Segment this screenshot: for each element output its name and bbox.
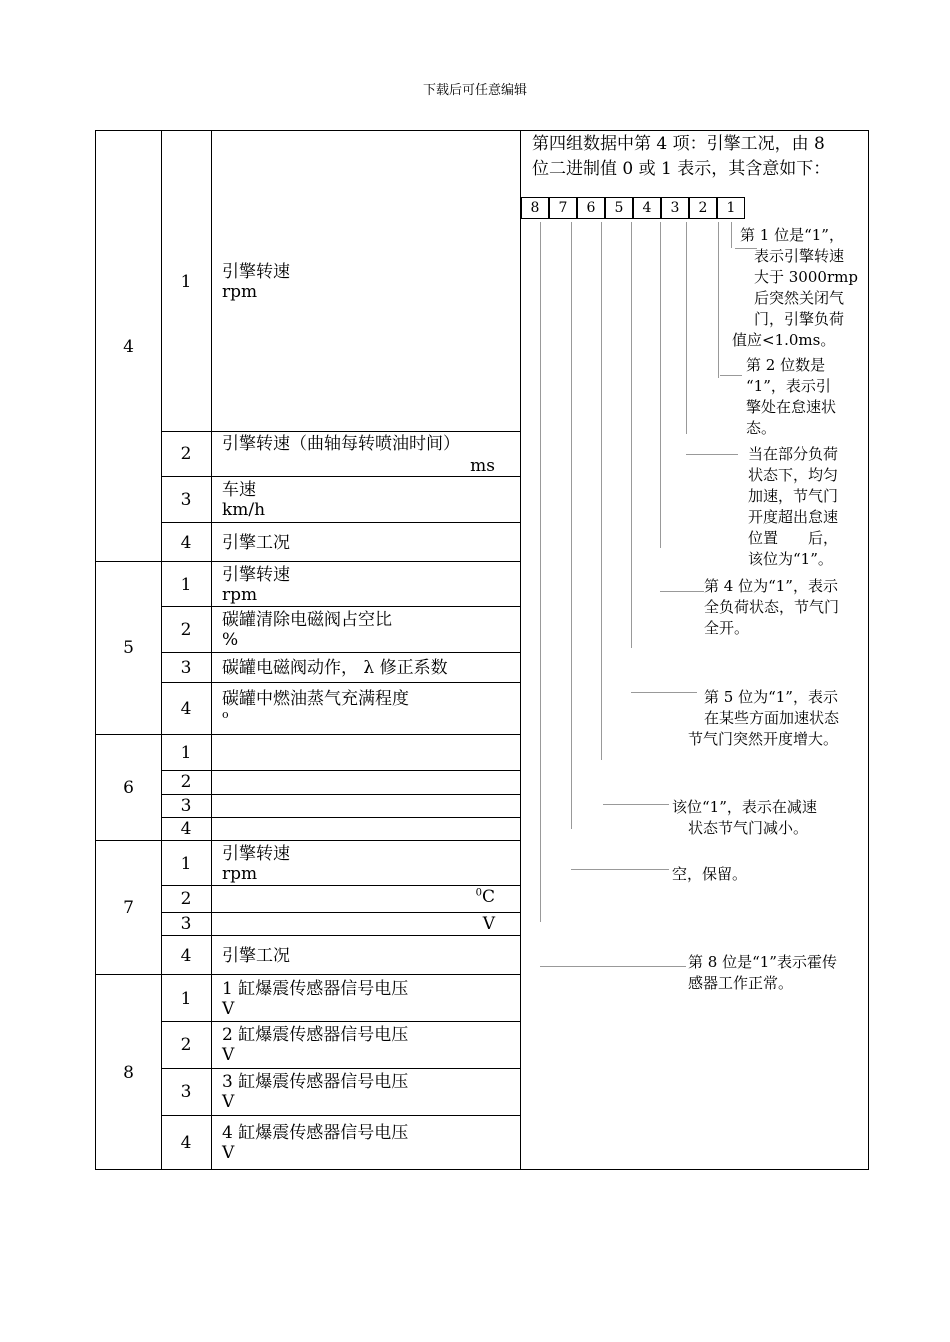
- note-line: 第 5 位为“1”，表示: [704, 688, 838, 706]
- note-line: 状态下，均匀: [748, 466, 839, 484]
- bit-cell: 8: [521, 197, 549, 219]
- item-number: 2: [180, 620, 192, 640]
- note-line: 空，保留。: [672, 865, 748, 883]
- bit6-note: [672, 797, 817, 839]
- item-description: [222, 1123, 408, 1163]
- bit-cell: 4: [633, 197, 661, 219]
- note-line: 当在部分负荷: [748, 445, 839, 463]
- item-number: 1: [180, 575, 192, 595]
- note-line: 门，引擎负荷: [754, 310, 845, 328]
- note-line: 值应<1.0ms。: [732, 331, 836, 349]
- item-number: 1: [180, 989, 192, 1009]
- note-line: 第 1 位是“1”，: [740, 226, 844, 244]
- item-description: [222, 480, 265, 520]
- item-name: 引擎工况: [222, 946, 290, 966]
- item-name: 引擎转速: [222, 565, 290, 585]
- note-line: 该位“1”，表示在减速: [672, 798, 817, 816]
- item-description: [222, 689, 409, 721]
- item-number: 3: [180, 490, 192, 510]
- item-number: 4: [180, 946, 192, 966]
- note-line: 后突然关闭气: [754, 289, 845, 307]
- item-name: 1 缸爆震传感器信号电压: [222, 979, 409, 999]
- note-line: 加速，节气门: [748, 487, 839, 505]
- item-name: 引擎转速: [222, 844, 290, 864]
- item-number: 3: [180, 914, 192, 934]
- item-number: 3: [180, 658, 192, 678]
- item-description: [222, 262, 290, 302]
- item-description: [222, 1025, 408, 1065]
- note-line: 在某些方面加速状态: [704, 709, 840, 727]
- item-unit: o: [222, 708, 229, 721]
- note-line: 擎处在怠速状: [746, 398, 837, 416]
- item-number: 1: [180, 854, 192, 874]
- note-line: 全开。: [704, 619, 750, 637]
- bit1-note: [732, 225, 858, 351]
- group-number: 6: [123, 778, 134, 798]
- item-unit: V: [482, 914, 495, 934]
- item-unit: $^0$C: [475, 887, 495, 907]
- note-line: 全负荷状态，节气门: [704, 598, 840, 616]
- item-name: 碳罐电磁阀动作， λ 修正系数: [222, 658, 448, 678]
- item-number: 3: [180, 1082, 192, 1102]
- bit7-note: [672, 864, 747, 885]
- item-unit: %: [222, 630, 239, 650]
- item-name: 3 缸爆震传感器信号电压: [222, 1072, 409, 1092]
- item-unit: ms: [470, 456, 495, 476]
- item-name: 引擎工况: [222, 533, 290, 553]
- item-unit: V: [222, 999, 235, 1019]
- group-number: 4: [123, 337, 134, 357]
- item-number: 2: [180, 1035, 192, 1055]
- item-name: 引擎转速: [222, 262, 290, 282]
- item-number: 2: [180, 889, 192, 909]
- bit2-note: [746, 355, 836, 439]
- bit5-note: [688, 687, 839, 750]
- item-name: 2 缸爆震传感器信号电压: [222, 1025, 409, 1045]
- item-description: [222, 844, 290, 884]
- bit-cell: 2: [689, 197, 717, 219]
- engine-condition-description: [532, 132, 862, 182]
- item-number: 4: [180, 1133, 192, 1153]
- item-unit: V: [222, 1045, 235, 1065]
- item-number: 3: [180, 796, 192, 816]
- note-line: 开度超出怠速: [748, 508, 839, 526]
- note-line: 第 4 位为“1”，表示: [704, 577, 838, 595]
- group-number: 7: [123, 898, 134, 918]
- note-line: 表示引擎转速: [754, 247, 845, 265]
- item-name: 4 缸爆震传感器信号电压: [222, 1123, 409, 1143]
- item-unit: rpm: [222, 282, 258, 302]
- group-number: 8: [123, 1063, 134, 1083]
- item-description: [222, 565, 290, 605]
- group-number: 5: [123, 638, 134, 658]
- item-unit: V: [222, 1092, 235, 1112]
- note-line: 该位为“1”。: [748, 550, 833, 568]
- item-number: 4: [180, 819, 192, 839]
- bit-cell: 1: [717, 197, 745, 219]
- item-number: 4: [180, 533, 192, 553]
- item-unit: V: [222, 1143, 235, 1163]
- bit4-note: [704, 576, 839, 639]
- bit-cell: 6: [577, 197, 605, 219]
- note-line: 感器工作正常。: [688, 974, 794, 992]
- bit8-note: [688, 952, 837, 994]
- item-number: 1: [180, 272, 192, 292]
- note-line: 节气门突然开度增大。: [688, 730, 839, 748]
- note-line: 第 2 位数是: [746, 356, 826, 374]
- note-line: “1”，表示引: [746, 377, 831, 395]
- note-line: 位置 后，: [748, 529, 839, 547]
- description-line: 第四组数据中第 4 项：引擎工况，由 8: [532, 134, 825, 154]
- note-line: 态。: [746, 419, 777, 437]
- item-description: [222, 1072, 408, 1112]
- bit3-note: [748, 444, 838, 570]
- item-number: 4: [180, 699, 192, 719]
- bit-cell: 5: [605, 197, 633, 219]
- item-description: [222, 979, 408, 1019]
- note-line: 状态节气门减小。: [688, 819, 809, 837]
- item-name: 车速: [222, 480, 256, 500]
- item-unit: rpm: [222, 864, 258, 884]
- item-name: 碳罐中燃油蒸气充满程度: [222, 689, 409, 709]
- bit-cell: 3: [661, 197, 689, 219]
- note-line: 大于 3000rmp: [754, 268, 858, 286]
- item-name: 碳罐清除电磁阀占空比: [222, 610, 392, 630]
- item-name: 引擎转速（曲轴每转喷油时间）: [222, 434, 460, 454]
- note-line: 第 8 位是“1”表示霍传: [688, 953, 837, 971]
- item-number: 1: [180, 743, 192, 763]
- description-line: 位二进制值 0 或 1 表示，其含意如下：: [532, 159, 831, 179]
- item-unit: rpm: [222, 585, 258, 605]
- item-description: [222, 610, 392, 650]
- bit-cell: 7: [549, 197, 577, 219]
- item-number: 2: [180, 444, 192, 464]
- item-unit: km/h: [222, 500, 266, 520]
- page-header: 下载后可任意编辑: [422, 83, 527, 98]
- item-number: 2: [180, 772, 192, 792]
